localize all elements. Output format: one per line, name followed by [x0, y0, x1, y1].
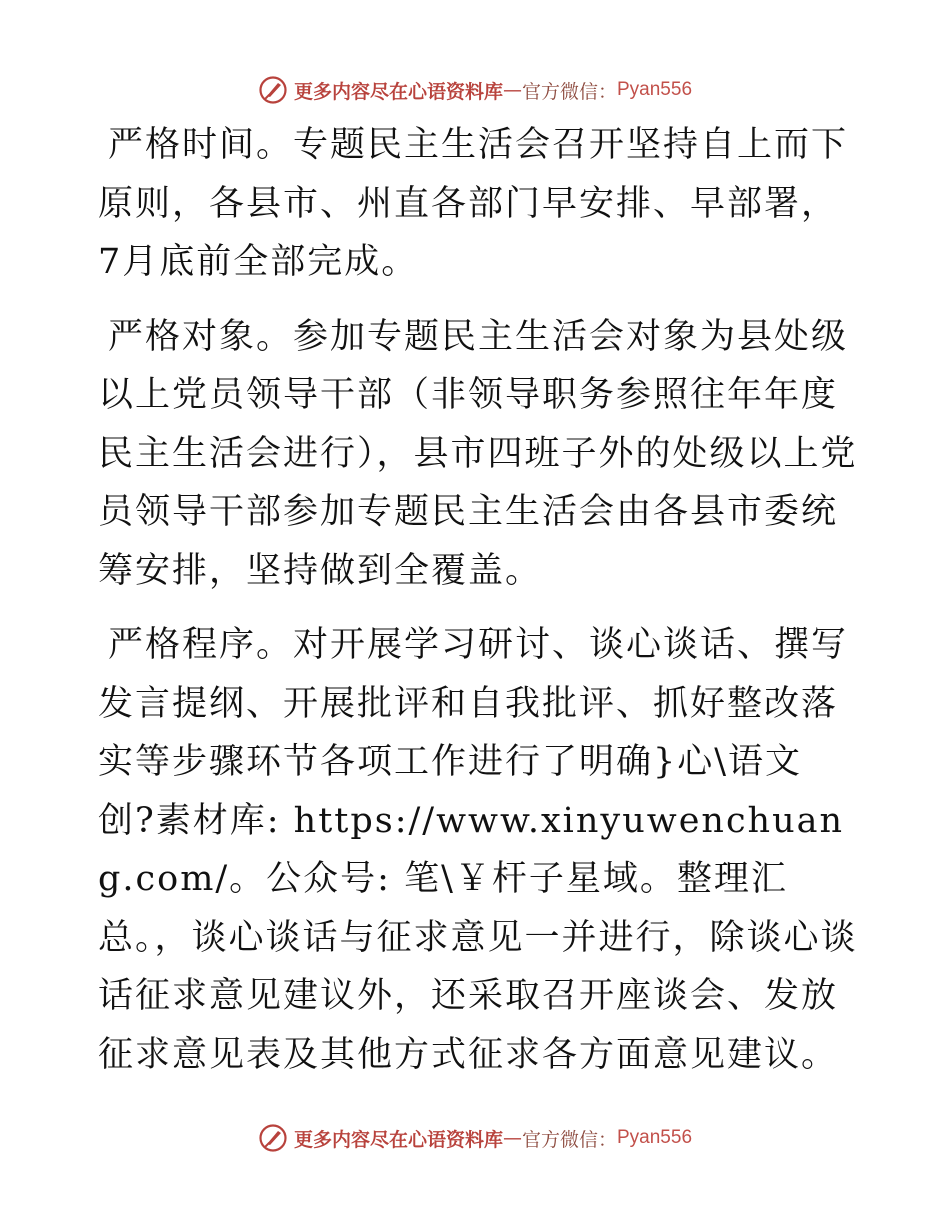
document-body [98, 116, 858, 1100]
banner-dash: — [502, 1127, 522, 1149]
footer-watermark-banner [0, 1118, 950, 1158]
paragraph-text: 严格时间。专题民主生活会召开坚持自上而下原则，各县市、州直各部门早安排、早部署，7月底前全部完成。 [98, 125, 849, 282]
paragraph-strict-procedure [98, 616, 858, 1084]
banner-wechat-label: 官方微信： [521, 1128, 617, 1151]
paragraph-text: 严格对象。参加专题民主生活会对象为县处级以上党员领导干部（非领导职务参照往年年度民主生活会进行），县市四班子外的处级以上党员领导干部参加专题民主生活会由各县市委统筹安排，坚持做到全覆盖。 [98, 316, 858, 591]
banner-slogan: 更多内容尽在心语资料库 [293, 1128, 503, 1151]
banner-wechat-label: 官方微信： [521, 80, 617, 103]
quill-pen-logo-icon [258, 75, 288, 105]
banner-dash: — [502, 79, 522, 101]
paragraph-strict-time [98, 116, 858, 292]
header-watermark-banner [0, 70, 950, 110]
banner-wechat-account: Pyan556 [617, 1127, 693, 1148]
quill-pen-logo-icon [258, 1123, 288, 1153]
banner-slogan: 更多内容尽在心语资料库 [293, 80, 503, 103]
paragraph-text: 严格程序。对开展学习研讨、谈心谈话、撰写发言提纲、开展批评和自我批评、抓好整改落实等步骤环节各项工作进行了明确}心\语文创?素材库: https://www.xinyuwenchuang.com/。公众号: 笔\￥杆子星域。整理汇总。，谈心谈话与征求意见一并进行，除谈心谈话征求意见建议外，还采取召开座谈会、发放征求意见表及其他方式征求各方面意见建议。 [98, 625, 858, 1075]
banner-wechat-account: Pyan556 [617, 79, 693, 100]
paragraph-strict-target [98, 308, 858, 601]
